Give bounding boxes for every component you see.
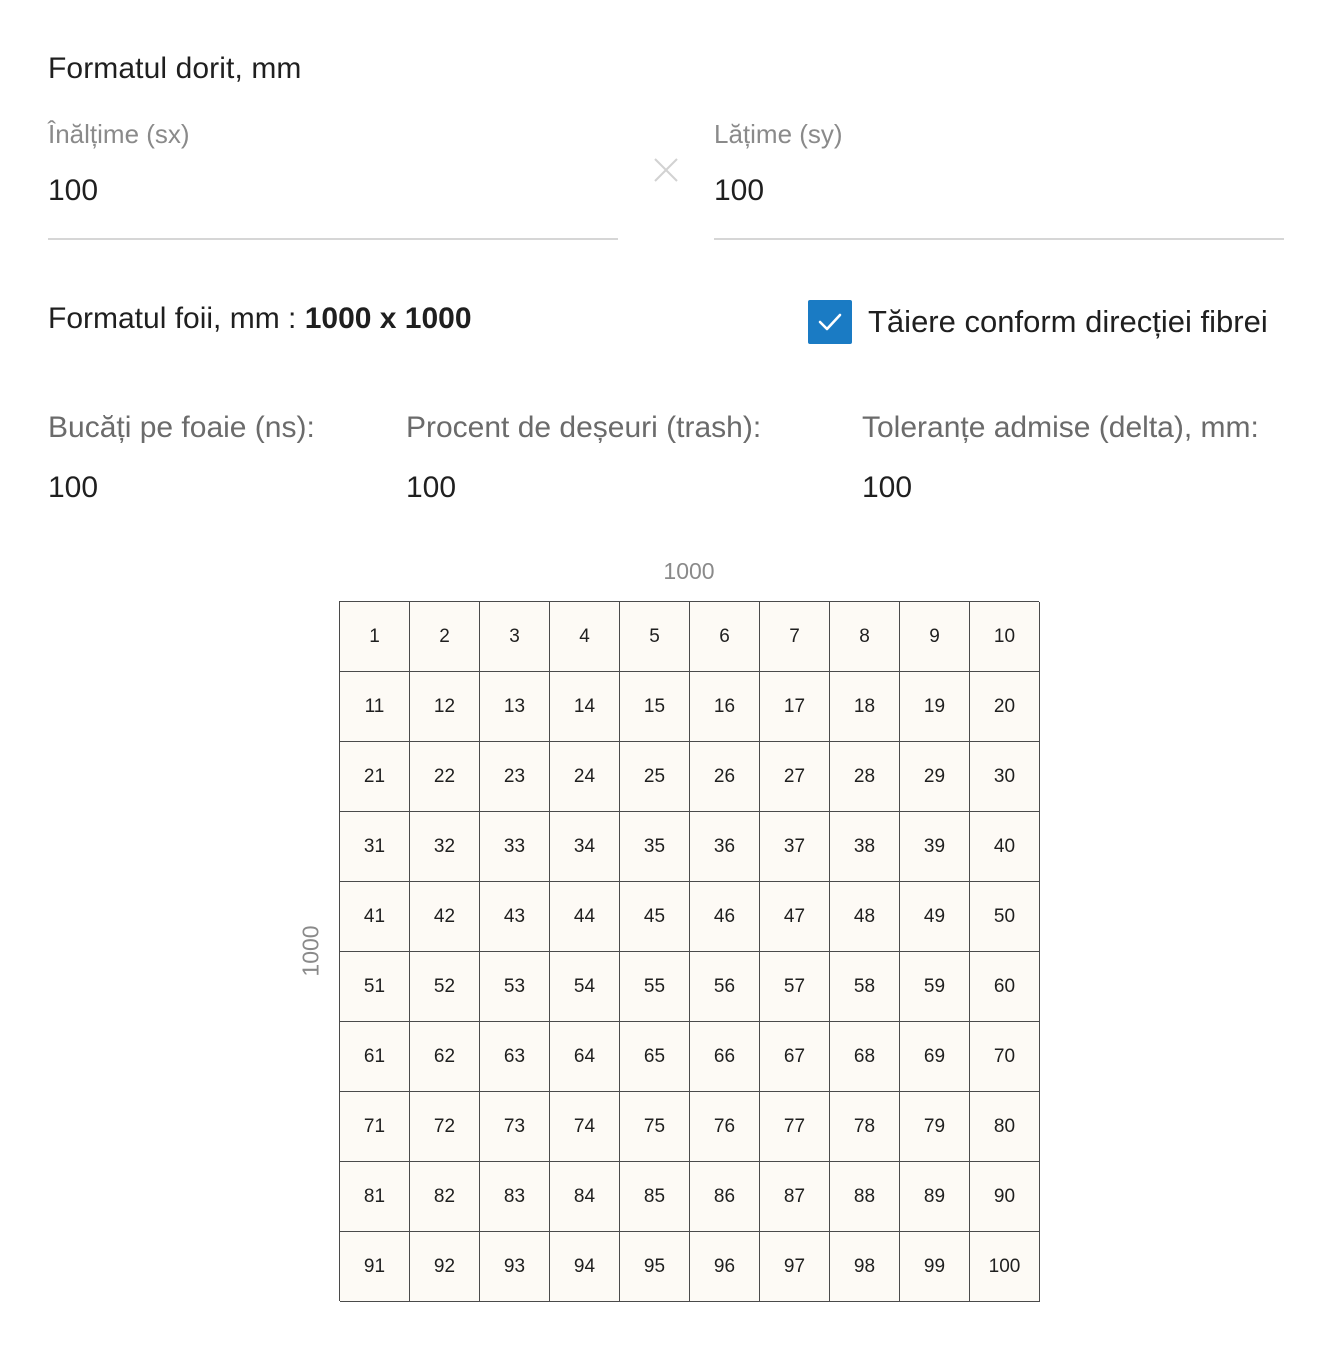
layout-cell: 71 xyxy=(340,1092,410,1162)
layout-cell: 96 xyxy=(690,1232,760,1302)
layout-cell: 33 xyxy=(480,812,550,882)
layout-cell: 39 xyxy=(900,812,970,882)
layout-cell: 3 xyxy=(480,602,550,672)
layout-cell: 93 xyxy=(480,1232,550,1302)
layout-cell: 44 xyxy=(550,882,620,952)
layout-cell: 80 xyxy=(970,1092,1040,1162)
sheet-format xyxy=(48,302,472,336)
stat-label: Toleranțe admise (delta), mm: xyxy=(862,411,1259,444)
layout-cell: 92 xyxy=(410,1232,480,1302)
layout-cell: 65 xyxy=(620,1022,690,1092)
layout-cell: 21 xyxy=(340,742,410,812)
layout-cell: 72 xyxy=(410,1092,480,1162)
fiber-direction-label: Tăiere conform direcției fibrei xyxy=(868,304,1268,339)
layout-cell: 22 xyxy=(410,742,480,812)
fiber-direction-toggle[interactable] xyxy=(808,300,1268,344)
layout-cell: 56 xyxy=(690,952,760,1022)
layout-cell: 85 xyxy=(620,1162,690,1232)
height-label: Înălțime (sx) xyxy=(48,119,190,149)
width-input[interactable] xyxy=(714,172,1284,240)
layout-cell: 17 xyxy=(760,672,830,742)
layout-cell: 70 xyxy=(970,1022,1040,1092)
layout-cell: 48 xyxy=(830,882,900,952)
layout-cell: 58 xyxy=(830,952,900,1022)
width-label: Lățime (sy) xyxy=(714,119,843,149)
stat-value: 100 xyxy=(48,471,99,504)
layout-cell: 54 xyxy=(550,952,620,1022)
sheet-height-dimension: 1000 xyxy=(297,925,324,977)
stat-tolerance xyxy=(862,406,1259,508)
layout-cell: 57 xyxy=(760,952,830,1022)
sheet-format-label: Formatul foii, mm : xyxy=(48,302,297,335)
layout-cell: 24 xyxy=(550,742,620,812)
layout-cell: 87 xyxy=(760,1162,830,1232)
layout-cell: 18 xyxy=(830,672,900,742)
layout-cell: 20 xyxy=(970,672,1040,742)
layout-cell: 97 xyxy=(760,1232,830,1302)
layout-cell: 5 xyxy=(620,602,690,672)
layout-cell: 98 xyxy=(830,1232,900,1302)
layout-cell: 2 xyxy=(410,602,480,672)
layout-cell: 7 xyxy=(760,602,830,672)
sheet-format-value: 1000 x 1000 xyxy=(304,302,472,335)
layout-cell: 27 xyxy=(760,742,830,812)
layout-cell: 15 xyxy=(620,672,690,742)
fiber-direction-checkbox[interactable] xyxy=(808,300,852,344)
layout-cell: 61 xyxy=(340,1022,410,1092)
layout-cell: 84 xyxy=(550,1162,620,1232)
layout-cell: 13 xyxy=(480,672,550,742)
stat-trash-percent xyxy=(406,406,761,508)
layout-cell: 63 xyxy=(480,1022,550,1092)
layout-cell: 35 xyxy=(620,812,690,882)
layout-cell: 40 xyxy=(970,812,1040,882)
layout-cell: 4 xyxy=(550,602,620,672)
layout-cell: 73 xyxy=(480,1092,550,1162)
height-field xyxy=(48,116,618,240)
layout-cell: 53 xyxy=(480,952,550,1022)
layout-cell: 78 xyxy=(830,1092,900,1162)
layout-cell: 82 xyxy=(410,1162,480,1232)
layout-cell: 86 xyxy=(690,1162,760,1232)
layout-cell: 50 xyxy=(970,882,1040,952)
layout-cell: 100 xyxy=(970,1232,1040,1302)
layout-cell: 49 xyxy=(900,882,970,952)
layout-cell: 52 xyxy=(410,952,480,1022)
layout-cell: 9 xyxy=(900,602,970,672)
layout-cell: 88 xyxy=(830,1162,900,1232)
layout-cell: 31 xyxy=(340,812,410,882)
layout-cell: 25 xyxy=(620,742,690,812)
stat-value: 100 xyxy=(406,471,457,504)
layout-cell: 90 xyxy=(970,1162,1040,1232)
layout-cell: 16 xyxy=(690,672,760,742)
checkmark-icon xyxy=(816,308,844,336)
cutting-layout-grid xyxy=(339,601,1039,1301)
layout-cell: 94 xyxy=(550,1232,620,1302)
layout-cell: 47 xyxy=(760,882,830,952)
width-field xyxy=(714,116,1284,240)
layout-cell: 83 xyxy=(480,1162,550,1232)
stat-label: Bucăți pe foaie (ns): xyxy=(48,411,315,444)
layout-cell: 6 xyxy=(690,602,760,672)
layout-cell: 32 xyxy=(410,812,480,882)
layout-cell: 43 xyxy=(480,882,550,952)
layout-cell: 29 xyxy=(900,742,970,812)
desired-format-title: Formatul dorit, mm xyxy=(48,52,302,85)
layout-cell: 79 xyxy=(900,1092,970,1162)
layout-cell: 81 xyxy=(340,1162,410,1232)
layout-cell: 41 xyxy=(340,882,410,952)
layout-cell: 68 xyxy=(830,1022,900,1092)
layout-cell: 51 xyxy=(340,952,410,1022)
layout-cell: 12 xyxy=(410,672,480,742)
layout-cell: 11 xyxy=(340,672,410,742)
layout-cell: 89 xyxy=(900,1162,970,1232)
layout-cell: 26 xyxy=(690,742,760,812)
layout-cell: 28 xyxy=(830,742,900,812)
layout-cell: 10 xyxy=(970,602,1040,672)
layout-cell: 74 xyxy=(550,1092,620,1162)
sheet-width-dimension: 1000 xyxy=(663,558,715,584)
layout-cell: 42 xyxy=(410,882,480,952)
layout-cell: 55 xyxy=(620,952,690,1022)
layout-cell: 45 xyxy=(620,882,690,952)
stat-value: 100 xyxy=(862,471,913,504)
layout-cell: 59 xyxy=(900,952,970,1022)
layout-cell: 19 xyxy=(900,672,970,742)
layout-cell: 66 xyxy=(690,1022,760,1092)
layout-cell: 23 xyxy=(480,742,550,812)
layout-cell: 38 xyxy=(830,812,900,882)
layout-cell: 30 xyxy=(970,742,1040,812)
height-input[interactable] xyxy=(48,172,618,240)
layout-cell: 8 xyxy=(830,602,900,672)
layout-cell: 36 xyxy=(690,812,760,882)
layout-cell: 1 xyxy=(340,602,410,672)
layout-cell: 67 xyxy=(760,1022,830,1092)
layout-cell: 14 xyxy=(550,672,620,742)
times-icon xyxy=(650,154,682,186)
layout-cell: 64 xyxy=(550,1022,620,1092)
layout-cell: 62 xyxy=(410,1022,480,1092)
layout-cell: 75 xyxy=(620,1092,690,1162)
layout-cell: 46 xyxy=(690,882,760,952)
stat-label: Procent de deșeuri (trash): xyxy=(406,411,762,444)
layout-cell: 37 xyxy=(760,812,830,882)
layout-cell: 69 xyxy=(900,1022,970,1092)
layout-cell: 77 xyxy=(760,1092,830,1162)
stat-pieces-per-sheet xyxy=(48,406,315,508)
layout-cell: 34 xyxy=(550,812,620,882)
layout-cell: 95 xyxy=(620,1232,690,1302)
layout-cell: 60 xyxy=(970,952,1040,1022)
layout-cell: 99 xyxy=(900,1232,970,1302)
layout-cell: 76 xyxy=(690,1092,760,1162)
layout-cell: 91 xyxy=(340,1232,410,1302)
